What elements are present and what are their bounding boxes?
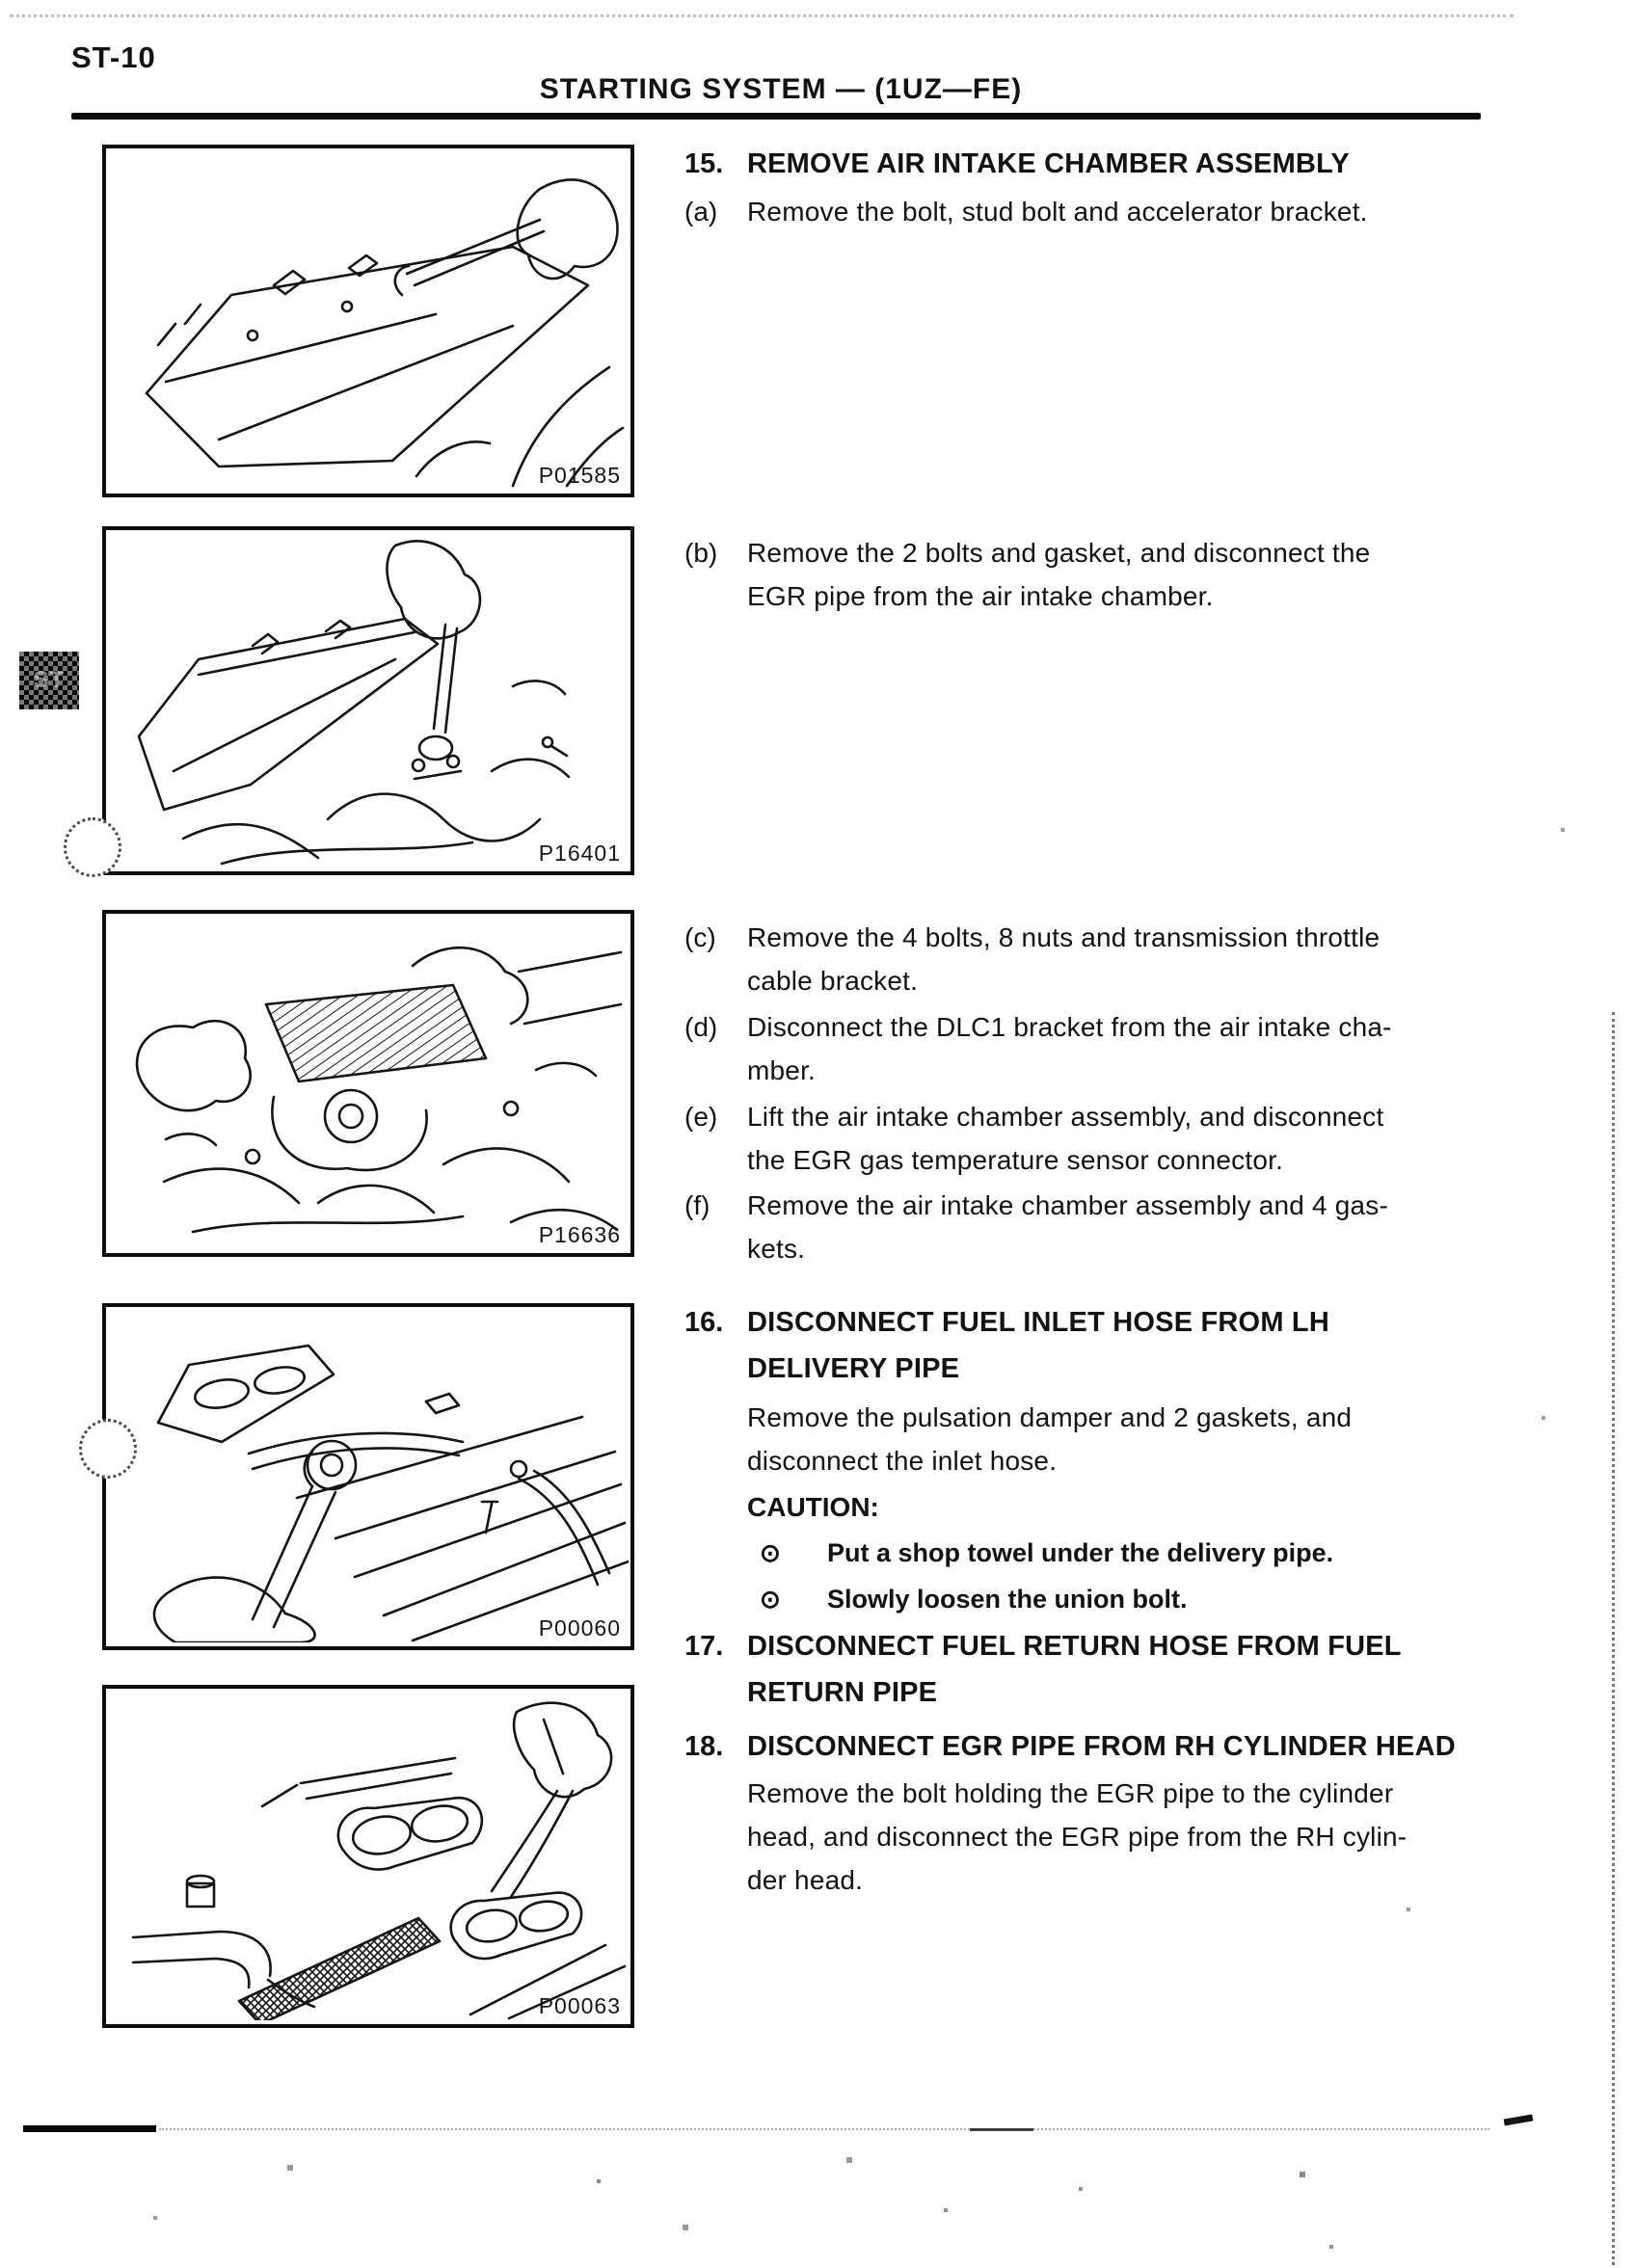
step-18-body [684, 1772, 1407, 1902]
substep-text: Disconnect the DLC1 bracket from the air intake cha- mber. [747, 1012, 1392, 1085]
substep-15e [684, 1095, 1383, 1182]
step-heading-text: DISCONNECT FUEL INLET HOSE FROM LH DELIVERY PIPE [747, 1307, 1329, 1384]
section-tab [19, 652, 79, 709]
figure-code-label: P16401 [538, 840, 621, 866]
header-rule [71, 113, 1481, 120]
step-number: 16. [684, 1307, 724, 1338]
substep-15f [684, 1184, 1388, 1270]
step-16-body [684, 1396, 1352, 1482]
figure-panel-p00060 [102, 1303, 634, 1650]
figure-illustration-lift-intake-chamber [108, 916, 629, 1249]
bullet-icon: ⊙ [760, 1538, 781, 1567]
figure-illustration-remove-egr-pipe [108, 532, 629, 867]
step-18-heading [684, 1723, 1456, 1770]
caution-bullet-1 [684, 1532, 1333, 1575]
substep-label: (a) [684, 197, 718, 227]
figure-code-label: P00060 [538, 1615, 621, 1641]
step-16-heading [684, 1299, 1329, 1392]
figure-illustration-disconnect-egr-pipe [108, 1691, 629, 2020]
scan-dash-mark [970, 2128, 1033, 2131]
figure-panel-p00063 [102, 1685, 634, 2028]
step-number: 18. [684, 1731, 724, 1762]
step-number: 15. [684, 148, 724, 179]
figure-panel-p16401 [102, 526, 634, 875]
substep-text: Remove the 2 bolts and gasket, and disconnect the EGR pipe from the air intake chamber. [747, 538, 1371, 611]
substep-label: (f) [684, 1190, 710, 1220]
substep-text: Remove the bolt, stud bolt and accelerator bracket. [747, 197, 1368, 227]
page-bottom-rule [23, 2125, 156, 2132]
bullet-text: Put a shop towel under the delivery pipe. [827, 1538, 1334, 1567]
page-bottom-rule-dots [159, 2128, 1489, 2130]
bullet-text: Slowly loosen the union bolt. [827, 1585, 1188, 1614]
caution-label: CAUTION: [747, 1492, 879, 1522]
step-heading-text: DISCONNECT FUEL RETURN HOSE FROM FUEL RETURN PIPE [747, 1631, 1402, 1708]
bullet-icon: ⊙ [760, 1585, 781, 1614]
substep-label: (d) [684, 1012, 718, 1042]
substep-text: Lift the air intake chamber assembly, and disconnect the EGR gas temperature sensor connector. [747, 1102, 1384, 1175]
figure-code-label: P01585 [538, 463, 621, 488]
substep-text: Remove the 4 bolts, 8 nuts and transmission throttle cable bracket. [747, 922, 1380, 996]
scan-noise-line [10, 14, 1514, 17]
section-tab-label: ST [33, 667, 66, 693]
substep-label: (b) [684, 538, 718, 568]
substep-label: (e) [684, 1102, 718, 1132]
step-number: 17. [684, 1631, 724, 1662]
substep-text: Remove the air intake chamber assembly and 4 gas- kets. [747, 1190, 1389, 1264]
step-heading-text: DISCONNECT EGR PIPE FROM RH CYLINDER HEAD [747, 1731, 1456, 1762]
step-17-heading [684, 1623, 1402, 1716]
scan-speckles [0, 0, 2, 2]
substep-15a [684, 190, 1368, 233]
page-number: ST-10 [71, 40, 156, 74]
scan-dash-mark [1504, 2114, 1534, 2125]
figure-panel-p01585 [102, 145, 634, 497]
scan-dashed-edge [1612, 1012, 1615, 2265]
figure-illustration-remove-accelerator-bracket [108, 150, 629, 490]
step-heading-text: REMOVE AIR INTAKE CHAMBER ASSEMBLY [747, 148, 1350, 179]
figure-code-label: P00063 [538, 1993, 621, 2018]
figure-illustration-pulsation-damper-wrench [108, 1309, 629, 1642]
hole-punch-mark [64, 817, 121, 877]
step-body-text: Remove the pulsation damper and 2 gaskets, and disconnect the inlet hose. [747, 1402, 1353, 1476]
hole-punch-mark [79, 1419, 137, 1479]
substep-label: (c) [684, 922, 716, 952]
substep-15c [684, 916, 1380, 1002]
caution-bullet-2 [684, 1578, 1188, 1621]
figure-code-label: P16636 [538, 1222, 621, 1247]
page-title: STARTING SYSTEM — (1UZ—FE) [539, 73, 1023, 105]
step-15-heading [684, 141, 1350, 187]
substep-15d [684, 1005, 1392, 1092]
step-body-text: Remove the bolt holding the EGR pipe to the cylinder head, and disconnect the EGR pipe from the RH cylin- der head. [747, 1778, 1407, 1895]
substep-15b [684, 531, 1370, 618]
figure-panel-p16636 [102, 910, 634, 1257]
